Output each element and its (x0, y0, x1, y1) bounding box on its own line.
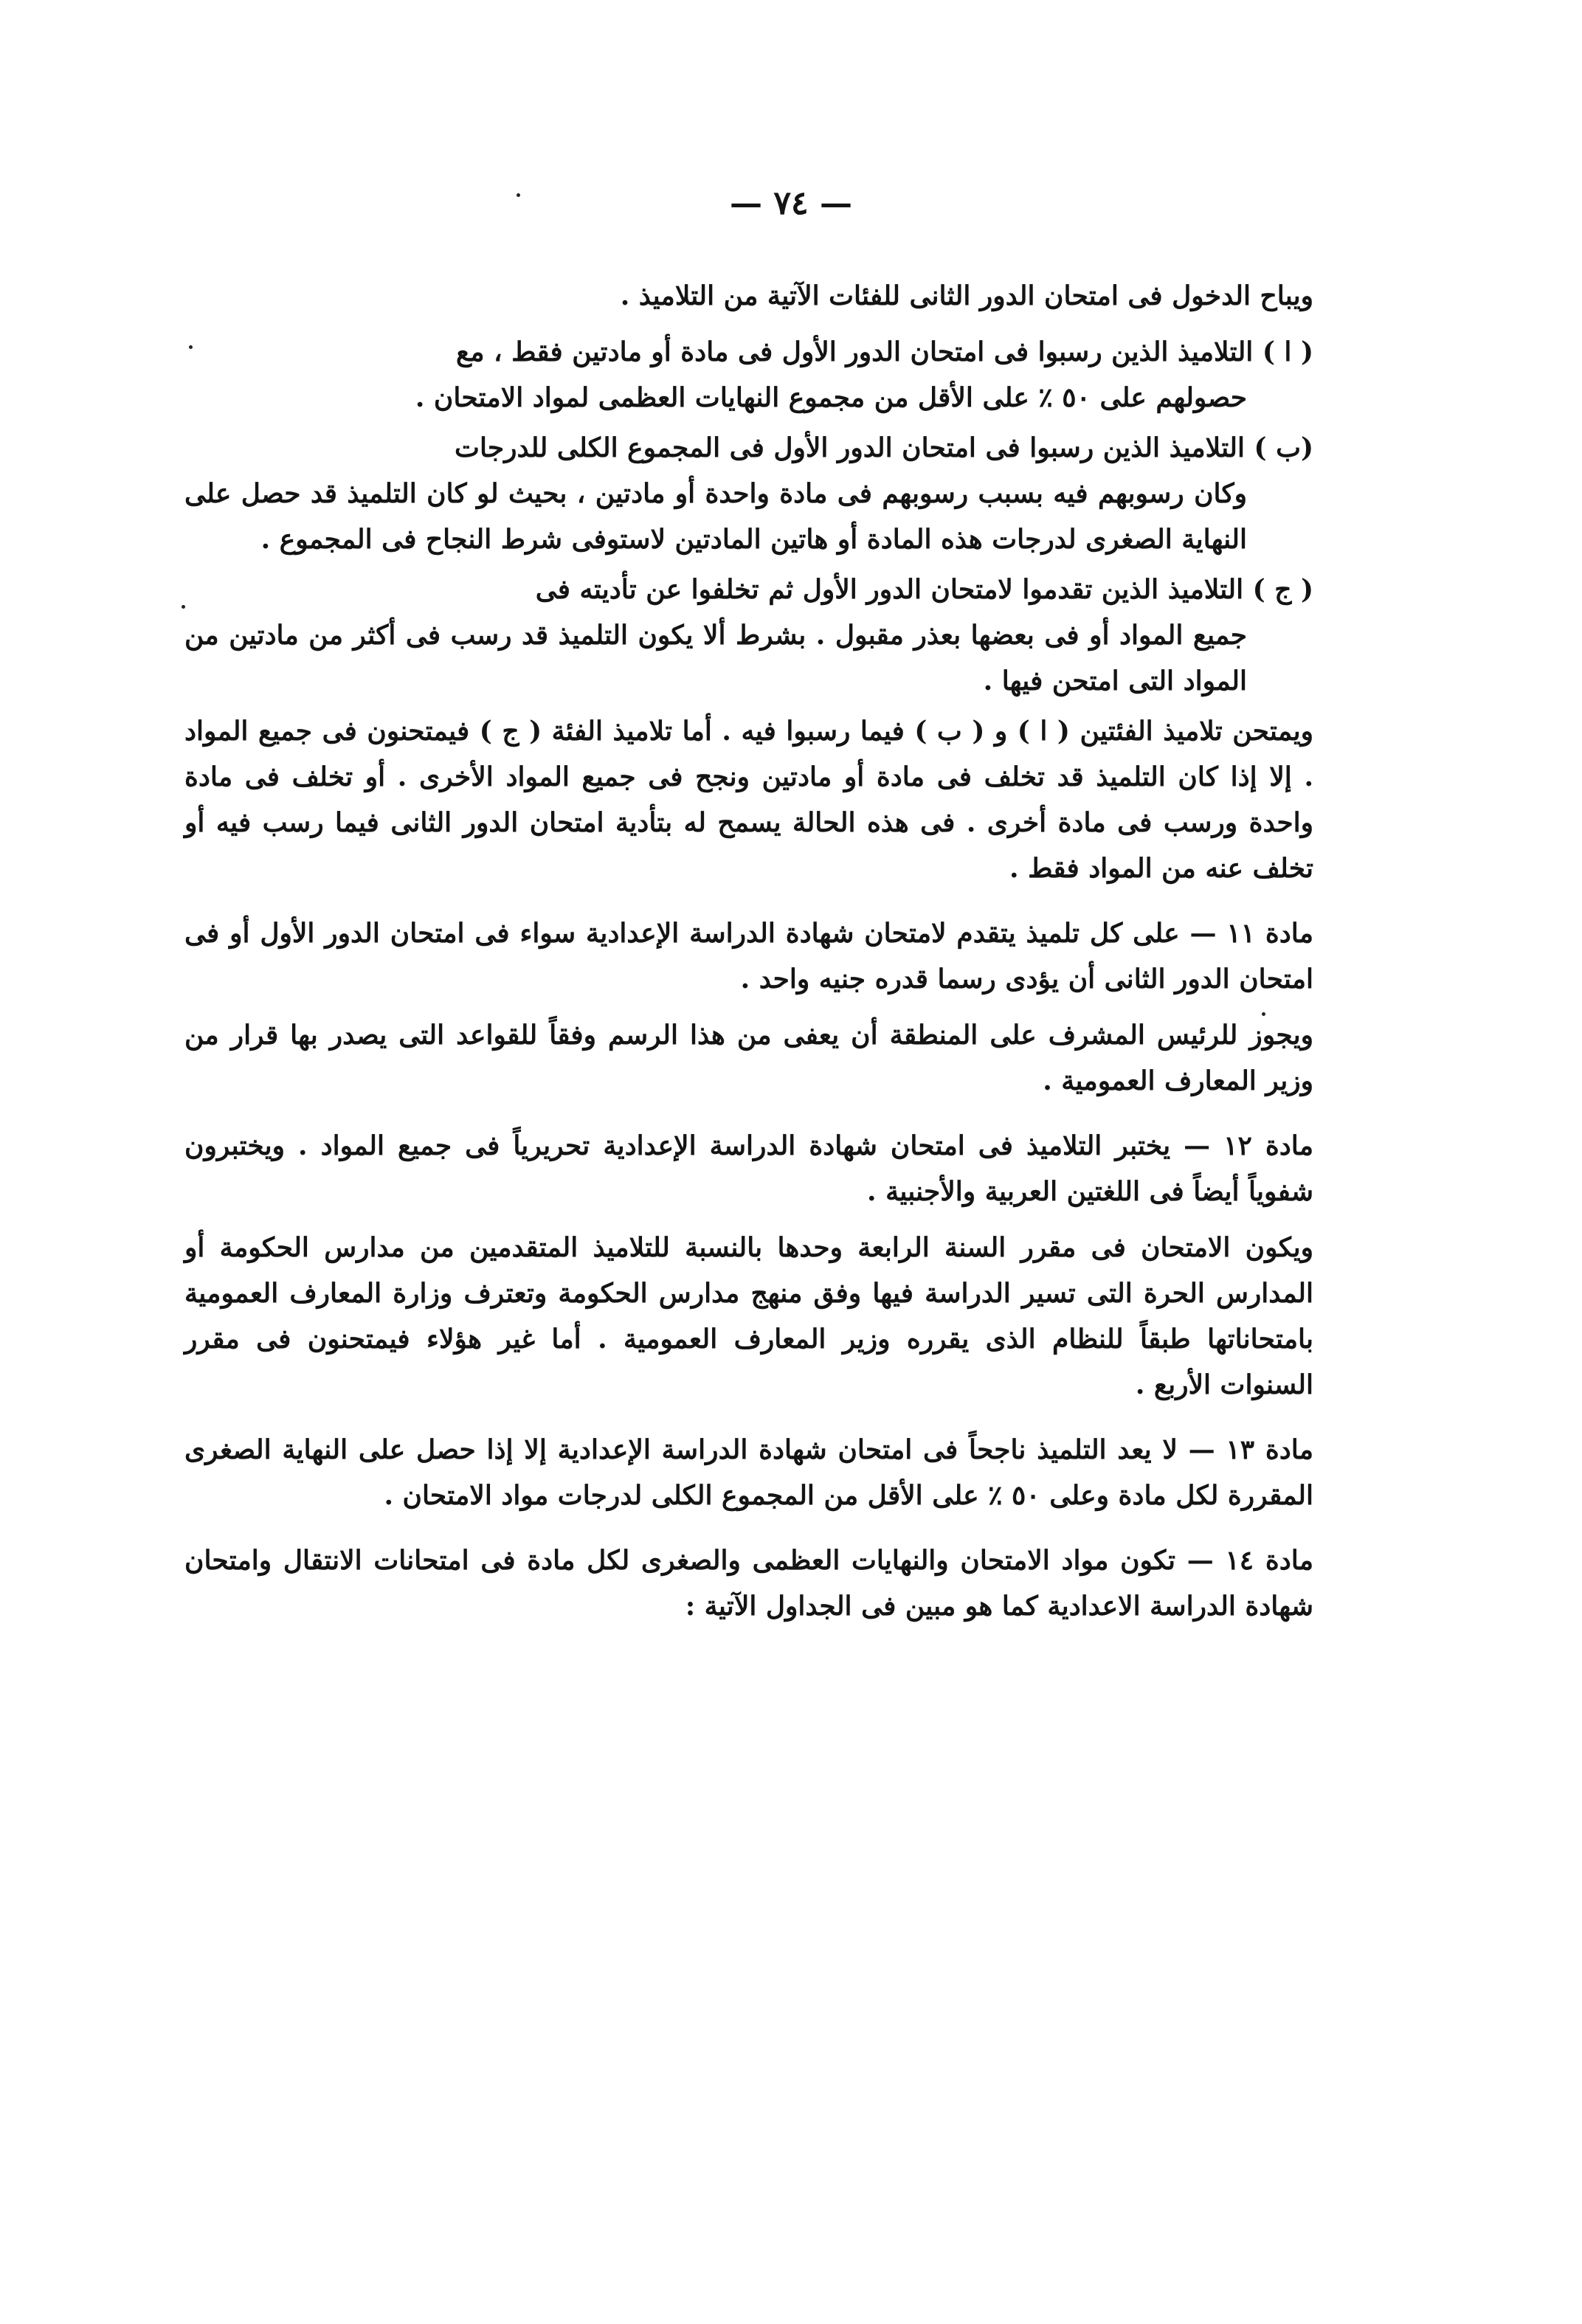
scan-speck (517, 193, 520, 197)
item-label: ( ج ) (1252, 574, 1313, 605)
item-label: (ب ) (1254, 432, 1313, 463)
item-first-line: التلاميذ الذين رسبوا فى امتحان الدور الأول فى المجموع الكلى للدرجات (455, 432, 1245, 463)
item-first-line: التلاميذ الذين تقدموا لامتحان الدور الأول ثم تخلفوا عن تأديته فى (535, 574, 1244, 605)
item-continuation: حصولهم على ٥٠ ٪ على الأقل من مجموع النهايات العظمى لمواد الامتحان . (415, 382, 1247, 413)
list-item-alef (184, 329, 1313, 421)
item-label: ( ا ) (1262, 336, 1313, 367)
scan-speck (1262, 1012, 1265, 1016)
paragraph-fee-exemption: ويجوز للرئيس المشرف على المنطقة أن يعفى من هذا الرسم وفقاً للقواعد التى يصدر بها قرار من وزير المعارف العمومية . (184, 1020, 1313, 1096)
item-continuation: جميع المواد أو فى بعضها بعذر مقبول . بشرط ألا يكون التلميذ قد رسب فى أكثر من مادتين من المواد التى امتحن فيها . (184, 620, 1247, 696)
scan-speck (182, 605, 185, 609)
list-item-ba (184, 425, 1313, 562)
scan-speck (189, 345, 193, 349)
paragraph-article-12: مادة ١٢ — يختبر التلاميذ فى امتحان شهادة الدراسة الإعدادية تحريرياً فى جميع المواد . ويختبرون شفوياً أيضاً فى اللغتين العربية والأجنبية . (184, 1130, 1313, 1207)
paragraph-article-11: مادة ١١ — على كل تلميذ يتقدم لامتحان شهادة الدراسة الإعدادية سواء فى امتحان الدور الأول أو فى امتحان الدور الثانى أن يؤدى رسما قدره جنيه واحد . (184, 918, 1313, 995)
item-continuation: وكان رسوبهم فيه بسبب رسوبهم فى مادة واحدة أو مادتين ، بحيث لو كان التلميذ قد حصل على النهاية الصغرى لدرجات هذه المادة أو هاتين المادتين لاستوفى شرط النجاح فى المجموع . (184, 478, 1247, 555)
paragraph-article-13: مادة ١٣ — لا يعد التلميذ ناجحاً فى امتحان شهادة الدراسة الإعدادية إلا إذا حصل على النهاية الصغرى المقررة لكل مادة وعلى ٥٠ ٪ على الأقل من المجموع الكلى لدرجات مواد الامتحان . (184, 1434, 1313, 1511)
item-first-line: التلاميذ الذين رسبوا فى امتحان الدور الأول فى مادة أو مادتين فقط ، مع (456, 336, 1254, 367)
paragraph-categories: ويمتحن تلاميذ الفئتين ( ا ) و ( ب ) فيما رسبوا فيه . أما تلاميذ الفئة ( ج ) فيمتحنون فى جميع المواد . إلا إذا كان التلميذ قد تخلف فى مادة أو مادتين ونجح فى جميع المواد الأخرى . أو تخلف فى مادة واحدة ورسب فى مادة أخرى . فى هذه الحالة يسمح له بتأدية امتحان الدور الثانى فيما رسب فيه أو تخلف عنه من المواد فقط . (184, 716, 1313, 884)
paragraph-fourth-year: ويكون الامتحان فى مقرر السنة الرابعة وحدها بالنسبة للتلاميذ المتقدمين من مدارس الحكومة أو المدارس الحرة التى تسير الدراسة فيها وفق منهج مدارس الحكومة وتعترف وزارة المعارف العمومية بامتحاناتها طبقاً للنظام الذى يقرره وزير المعارف العمومية . أما غير هؤلاء فيمتحنون فى مقرر السنوات الأربع . (184, 1232, 1313, 1400)
paragraph-article-14: مادة ١٤ — تكون مواد الامتحان والنهايات العظمى والصغرى لكل مادة فى امتحانات الانتقال وامتحان شهادة الدراسة الاعدادية كما هو مبين فى الجداول الآتية : (184, 1545, 1313, 1622)
list-item-jim (184, 567, 1313, 704)
page-number: — ٧٤ — (730, 184, 852, 222)
intro-paragraph: ويباح الدخول فى امتحان الدور الثانى للفئات الآتية من التلاميذ . (620, 280, 1313, 311)
document-body (184, 273, 1313, 1639)
